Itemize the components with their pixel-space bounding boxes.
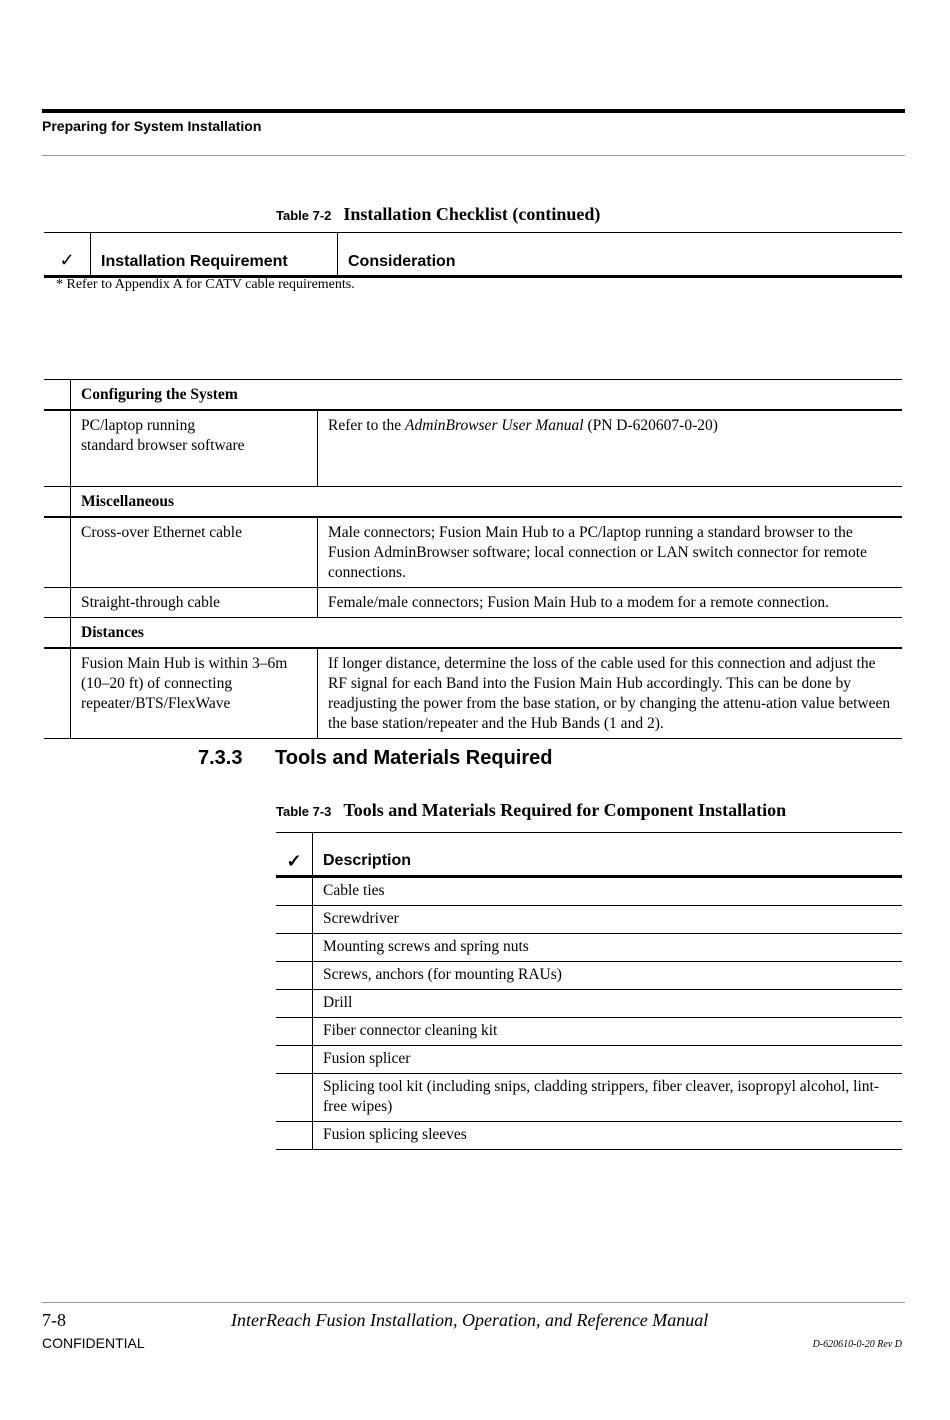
consideration-cell: Female/male connectors; Fusion Main Hub to a modem for a remote connection. [318, 588, 903, 618]
header-rule-thick [42, 109, 905, 113]
section-row [44, 618, 902, 649]
requirement-cell: Fusion Main Hub is within 3–6m (10–20 ft) of connecting repeater/BTS/FlexWave [71, 648, 318, 739]
table-7-2-footnote: * Refer to Appendix A for CATV cable requirements. [56, 277, 355, 292]
section-title: Miscellaneous [71, 487, 903, 518]
col-header-consideration: Consideration [348, 253, 456, 270]
description-cell: Fiber connector cleaning kit [313, 1018, 903, 1046]
footer-manual-title: InterReach Fusion Installation, Operation, and Reference Manual [231, 1310, 709, 1330]
page-number: 7-8 [42, 1310, 66, 1330]
consideration-cell: Male connectors; Fusion Main Hub to a PC/laptop running a standard browser to the Fusion AdminBrowser software; local connection or LAN switch connector for remote connections. [318, 517, 903, 588]
description-cell: Fusion splicing sleeves [323, 1126, 467, 1143]
col-header-description: Description [313, 833, 903, 877]
manual-reference: AdminBrowser User Manual [405, 417, 584, 434]
section-title: Distances [71, 618, 903, 649]
section-row [44, 487, 902, 518]
table-row [44, 648, 902, 739]
section-title: Configuring the System [71, 380, 903, 411]
table-7-2-label: Table 7-2 [276, 208, 332, 223]
col-header-requirement: Installation Requirement [91, 233, 338, 277]
requirement-cell: Cross-over Ethernet cable [71, 517, 318, 588]
running-head: Preparing for System Installation [42, 118, 262, 134]
section-heading [198, 747, 552, 770]
table-row [276, 990, 902, 1018]
table-7-3-caption [276, 800, 786, 821]
description-cell: Mounting screws and spring nuts [313, 934, 903, 962]
table-row [276, 1122, 902, 1150]
section-row [44, 380, 902, 411]
table-row [44, 410, 902, 487]
table-7-3-label: Table 7-3 [276, 804, 332, 819]
table-7-2-header [44, 232, 902, 278]
table-row [276, 962, 902, 990]
description-cell: Screwdriver [313, 906, 903, 934]
table-7-3 [276, 832, 902, 1150]
table-row [276, 1046, 902, 1074]
table-7-2-title: Installation Checklist (continued) [343, 204, 601, 224]
section-title: Tools and Materials Required [275, 747, 553, 769]
requirement-cell: Straight-through cable [71, 588, 318, 618]
table-7-3-title: Tools and Materials Required for Component Installation [343, 800, 787, 820]
consideration-cell: If longer distance, determine the loss of the cable used for this connection and adjust the RF signal for each Band into the Fusion Main Hub accordingly. This can be done by readjusting the power from the base station, or by changing the attenu-ation value between the base station/repeater and the Hub Bands (1 and 2). [328, 655, 891, 732]
table-row [276, 1074, 902, 1122]
description-cell: Splicing tool kit (including snips, cladding strippers, fiber cleaver, isopropyl alcohol, lint-free wipes) [313, 1074, 903, 1122]
checkmark-icon: ✓ [44, 233, 91, 277]
table-7-2-body [44, 379, 902, 739]
table-row [276, 877, 902, 906]
table-row [276, 934, 902, 962]
consideration-cell: Refer to the AdminBrowser User Manual (PN D-620607-0-20) [318, 410, 903, 487]
table-7-2-caption [276, 204, 600, 225]
table-row [44, 517, 902, 588]
description-cell: Drill [313, 990, 903, 1018]
header-rule-thin [42, 155, 905, 156]
requirement-cell: PC/laptop running standard browser software [71, 410, 318, 487]
checkmark-icon: ✓ [276, 833, 313, 877]
section-number: 7.3.3 [198, 747, 243, 769]
footer-rule [42, 1302, 905, 1303]
table-row [276, 906, 902, 934]
confidential-label: CONFIDENTIAL [42, 1335, 145, 1351]
description-cell: Fusion splicer [313, 1046, 903, 1074]
description-cell: Screws, anchors (for mounting RAUs) [313, 962, 903, 990]
document-id: D-620610-0-20 Rev D [812, 1339, 902, 1350]
description-cell: Cable ties [313, 877, 903, 906]
table-row [276, 1018, 902, 1046]
table-row [44, 588, 902, 618]
